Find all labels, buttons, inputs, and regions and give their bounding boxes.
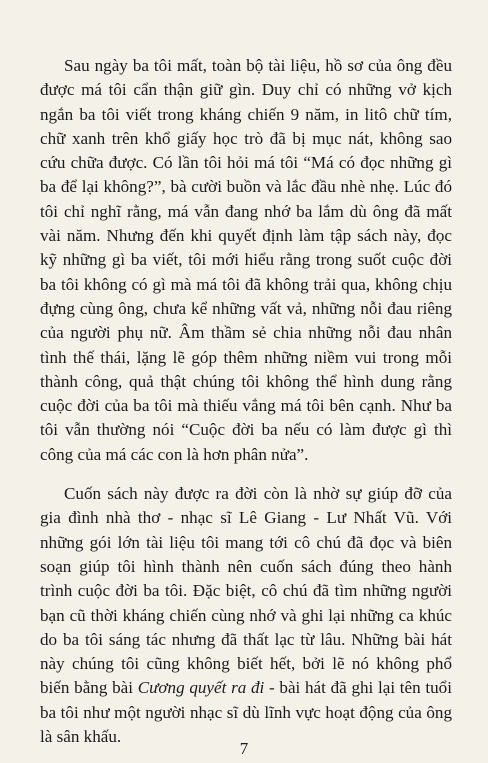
paragraph-2-text-before: Cuốn sách này được ra đời còn là nhờ sự giúp đỡ của gia đình nhà thơ - nhạc sĩ Lê Giang - Lư Nhất Vũ. Với những gói lớn tài liệu tôi mang tới cô chú đã đọc và biên soạn giúp tôi hình thành nên cuốn sách đúng theo hành trình cuộc đời ba tôi. Đặc biệt, cô chú đã tìm những người bạn cũ thời kháng chiến cùng nhớ và ghi lại những ca khúc do ba tôi sáng tác nhưng đã thất lạc từ lâu. Những bài hát này chúng tôi cũng không biết hết, bởi lẽ nó không phổ biến bằng bài — [40, 484, 452, 698]
page-number: 7 — [239, 739, 249, 758]
body-text — [40, 54, 452, 749]
song-title: Cương quyết ra đi — [137, 678, 265, 698]
paragraph-1: Sau ngày ba tôi mất, toàn bộ tài liệu, hồ sơ của ông đều được má tôi cẩn thận giữ gìn. Duy chỉ có những vở kịch ngắn ba tôi viết trong kháng chiến 9 năm, in litô chữ tím, chữ xanh trên khổ giấy học trò đã bị mục nát, không sao cứu chữa được. Có lần tôi hỏi má tôi “Má có đọc những gì ba để lại không?”, bà cười buồn và lắc đầu nhè nhẹ. Lúc đó tôi chỉ nghĩ rằng, má vẫn đang nhớ ba lắm dù ông đã mất vài năm. Nhưng đến khi quyết định làm tập sách này, đọc kỹ những gì ba viết, tôi mới hiểu rằng trong suốt cuộc đời ba tôi không có gì mà má tôi đã không trải qua, không chịu đựng cùng ông, chưa kể những vất vả, những nỗi đau riêng của người phụ nữ. Âm thầm sẻ chia những nỗi đau nhân tình thế thái, lặng lẽ góp thêm những niềm vui trong mỗi thành công, quả thật chúng tôi không thể hình dung rằng cuộc đời của ba tôi mà thiếu vắng má tôi bên cạnh. Như ba tôi vẫn thường nói “Cuộc đời ba nếu có làm được gì thì công của má các con là hơn phân nửa”. — [40, 56, 452, 464]
paragraph-2 — [40, 482, 452, 749]
paragraph-2-text-after: - bài hát đã ghi lại tên tuổi ba tôi như một người nhạc sĩ dù lĩnh vực hoạt động của ông là sân khấu. — [40, 678, 452, 747]
